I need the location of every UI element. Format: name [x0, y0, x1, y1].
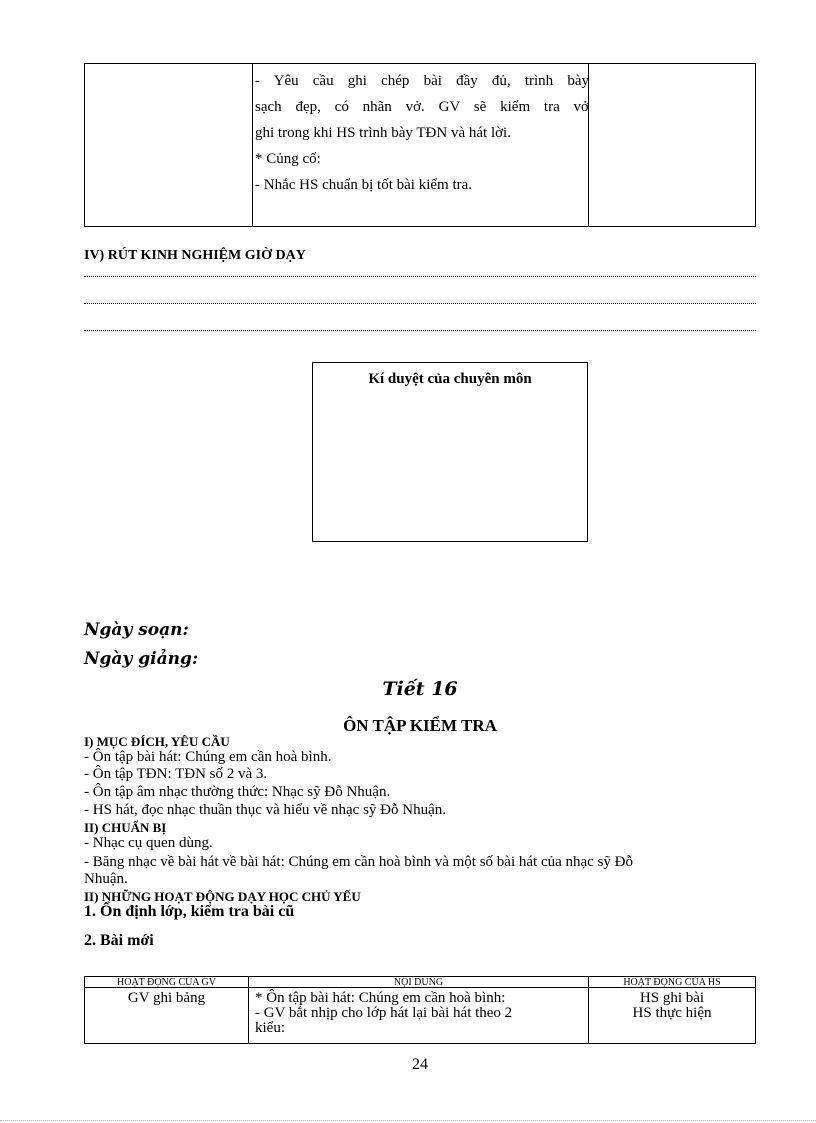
lesson-title: Tiết 16 [382, 678, 458, 700]
header-content: NỘI DUNG [393, 977, 444, 988]
student-line: HS ghi bài [639, 990, 705, 1006]
student-cell [589, 991, 755, 1021]
activity-table [84, 976, 756, 1044]
content-line: * Củng cố: [255, 151, 321, 167]
section3-heading: II) NHỮNG HOẠT ĐỘNG DẠY HỌC CHỦ YẾU [84, 889, 361, 904]
student-line: HS thực hiện [632, 1005, 712, 1021]
approval-box [312, 362, 588, 542]
header-student: HOẠT ĐỘNG CỦA HS [623, 977, 721, 988]
content-line: - GV bắt nhịp cho lớp hát lại bài hát theo 2 [255, 1005, 513, 1021]
lesson-subtitle: ÔN TẬP KIỂM TRA [343, 716, 497, 735]
content-line: kiểu: [255, 1020, 285, 1036]
section2-heading: II) CHUẨN BỊ [84, 820, 167, 835]
page-number: 24 [412, 1056, 428, 1073]
page-bottom-border [0, 1120, 816, 1121]
section2-item: - Băng nhạc về bài hát về bài hát: Chúng em cần hoà bình và một số bài hát của nhạc sỹ Đỗ [84, 854, 634, 870]
content-cell [255, 991, 585, 1036]
content-line: * Ôn tập bài hát: Chúng em cần hoà bình: [255, 990, 506, 1006]
content-cell [255, 68, 589, 198]
section2-item: Nhuận. [84, 871, 128, 887]
content-line: - Nhắc HS chuẩn bị tốt bài kiểm tra. [255, 177, 473, 193]
section1-item: - Ôn tập âm nhạc thường thức: Nhạc sỹ Đỗ Nhuận. [84, 784, 391, 800]
teacher-cell: GV ghi bảng [127, 990, 206, 1006]
column-divider [252, 64, 253, 226]
section1-item: - Ôn tập bài hát: Chúng em cần hoà bình. [84, 749, 332, 765]
section4-heading: IV) RÚT KINH NGHIỆM GIỜ DẠY [84, 248, 306, 263]
dotted-line [84, 303, 756, 304]
section1-heading: I) MỤC ĐÍCH, YÊU CẦU [84, 734, 230, 749]
content-line: - Yêu cầu ghi chép bài đầy đủ, trình bày [255, 73, 589, 89]
content-line: ghi trong khi HS trình bày TĐN và hát lời. [255, 125, 511, 141]
header-teacher: HOẠT ĐỘNG CỦA GV [117, 977, 216, 988]
section2-item: - Nhạc cụ quen dùng. [84, 835, 213, 851]
section3-subheading: 2. Bài mới [84, 932, 154, 949]
section1-item: - HS hát, đọc nhạc thuần thục và hiểu về nhạc sỹ Đỗ Nhuận. [84, 802, 446, 818]
section3-subheading: 1. Ổn định lớp, kiểm tra bài cũ [84, 903, 295, 920]
section1-item: - Ôn tập TĐN: TĐN số 2 và 3. [84, 766, 268, 782]
date-taught-label: Ngày giảng: [84, 649, 199, 669]
dotted-line [84, 330, 756, 331]
content-line: sạch đẹp, có nhãn vở. GV sẽ kiểm tra vở [255, 99, 589, 115]
dotted-line [84, 276, 756, 277]
approval-box-title: Kí duyệt của chuyên môn [368, 371, 532, 387]
date-prepared-label: Ngày soạn: [84, 620, 189, 640]
top-table [84, 63, 756, 227]
